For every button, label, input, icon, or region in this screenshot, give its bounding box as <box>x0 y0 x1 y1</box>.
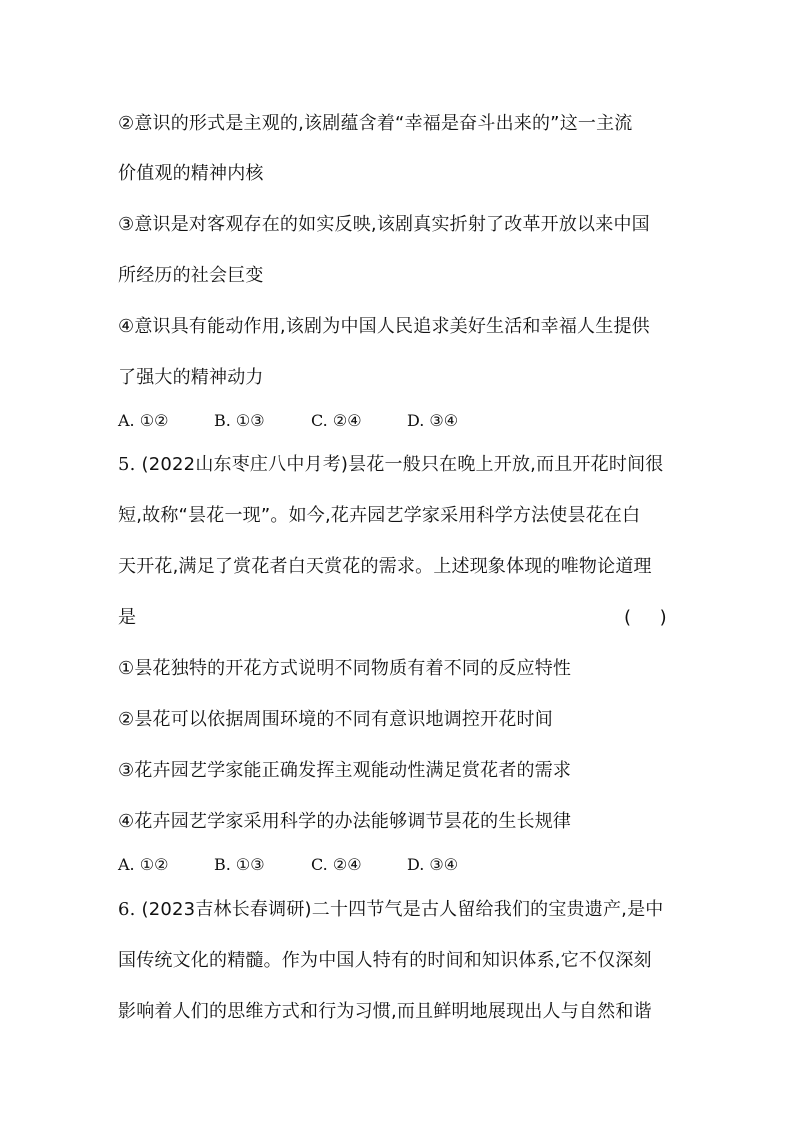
q4-option-d[interactable]: D. ③④ <box>407 411 459 430</box>
q5-option-b[interactable]: B. ①③ <box>214 855 265 874</box>
answer-bracket[interactable]: ( ) <box>624 607 667 628</box>
q4-option-b[interactable]: B. ①③ <box>214 411 265 430</box>
q4-option-c[interactable]: C. ②④ <box>311 411 362 430</box>
q5-choice-3: ③花卉园艺学家能正确发挥主观能动性满足赏花者的需求 <box>118 760 572 781</box>
q5-option-c[interactable]: C. ②④ <box>311 855 362 874</box>
q4-line-5: ④意识具有能动作用,该剧为中国人民追求美好生活和幸福人生提供 <box>118 316 650 337</box>
q4-line-6: 了强大的精神动力 <box>118 367 264 388</box>
q4-line-2: 价值观的精神内核 <box>118 163 264 184</box>
q4-option-a[interactable]: A. ①② <box>118 411 169 430</box>
q5-option-a[interactable]: A. ①② <box>118 855 169 874</box>
q6-stem-1: (2023吉林长春调研)二十四节气是古人留给我们的宝贵遗产,是中 <box>141 899 664 920</box>
q5-choice-1: ①昙花独特的开花方式说明不同物质有着不同的反应特性 <box>118 658 572 679</box>
q6-line-1 <box>118 898 663 922</box>
q4-line-3: ③意识是对客观存在的如实反映,该剧真实折射了改革开放以来中国 <box>118 214 650 235</box>
q5-line-3: 天开花,满足了赏花者白天赏花的需求。上述现象体现的唯物论道理 <box>118 556 652 577</box>
q5-line-4: 是 <box>118 607 137 628</box>
q6-line-3: 影响着人们的思维方式和行为习惯,而且鲜明地展现出人与自然和谐 <box>118 1001 652 1022</box>
q6-line-2: 国传统文化的精髓。作为中国人特有的时间和知识体系,它不仅深刻 <box>118 950 652 971</box>
q5-choice-2: ②昙花可以依据周围环境的不同有意识地调控开花时间 <box>118 709 553 730</box>
q4-options <box>118 410 487 432</box>
q5-line-2: 短,故称“昙花一现”。如今,花卉园艺学家采用科学方法使昙花在白 <box>118 505 641 526</box>
q5-option-d[interactable]: D. ③④ <box>407 855 459 874</box>
q5-stem-1: (2022山东枣庄八中月考)昙花一般只在晚上开放,而且开花时间很 <box>141 454 664 475</box>
q4-line-1: ②意识的形式是主观的,该剧蕴含着“幸福是奋斗出来的”这一主流 <box>118 113 633 134</box>
q4-line-4: 所经历的社会巨变 <box>118 265 264 286</box>
q5-choice-4: ④花卉园艺学家采用科学的办法能够调节昙花的生长规律 <box>118 811 572 832</box>
q6-number: 6. <box>118 899 136 920</box>
q5-options <box>118 854 487 876</box>
q5-number: 5. <box>118 454 136 475</box>
q5-line-1 <box>118 453 663 477</box>
